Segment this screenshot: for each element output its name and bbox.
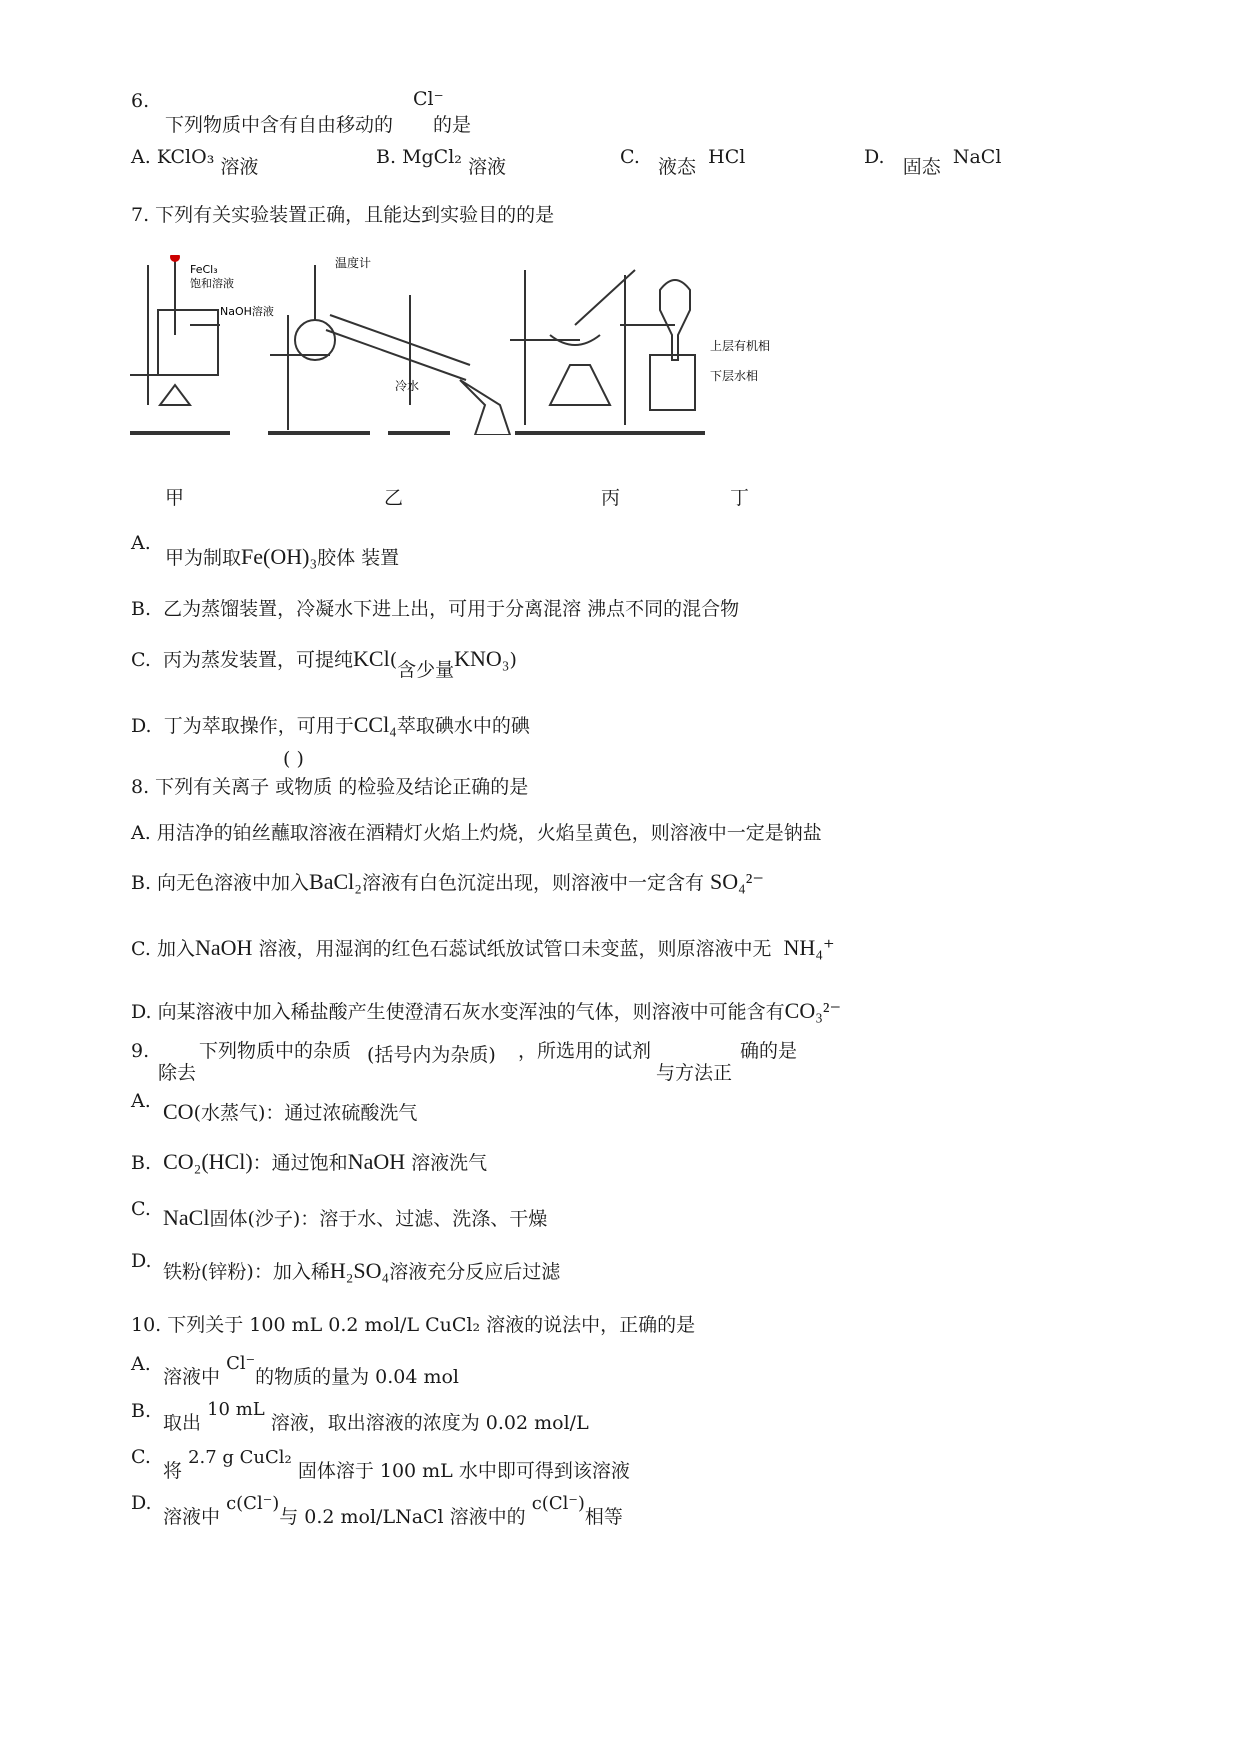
q9-option-a: CO(水蒸气)：通过浓硫酸洗气: [163, 1099, 418, 1124]
q6-option-d: D. 固态 NaCl: [864, 146, 1002, 178]
q10-b-letter: B.: [131, 1400, 152, 1422]
q9-option-b: B. CO₂(HCl)：通过饱和NaOH 溶液洗气: [131, 1149, 488, 1174]
q10-option-d: 溶液中 c(Cl⁻)与 0.2 mol/LNaCl 溶液中的 c(Cl⁻)相等: [163, 1493, 623, 1528]
label-jia: 甲: [165, 487, 185, 509]
q9-stem-b: 下列物质中的杂质: [199, 1040, 352, 1062]
q7-stem: 7. 下列有关实验装置正确，且能达到实验目的的是: [131, 204, 555, 226]
q9-option-d: 铁粉(锌粉)：加入稀H₂SO₄溶液充分反应后过滤: [163, 1258, 561, 1283]
q8-option-c: C. 加入NaOH 溶液，用湿润的红色石蕊试纸放试管口未变蓝，则原溶液中无 NH₄⁺: [131, 935, 835, 960]
label-fecl3: FeCl₃: [190, 263, 218, 276]
q6-option-c: C. 液态 HCl: [620, 146, 746, 178]
apparatus-figure: [130, 255, 860, 495]
q9-stem-c: (括号内为杂质): [367, 1044, 496, 1066]
q7-option-a: 甲为制取Fe(OH)₃胶体 装置: [165, 544, 400, 569]
label-saturated-solution: 饱和溶液: [190, 277, 234, 290]
label-bing: 丙: [601, 487, 621, 509]
label-ding: 丁: [730, 487, 750, 509]
q6-ion: Cl⁻: [413, 88, 444, 110]
q10-option-b: 取出 10 mL 溶液，取出溶液的浓度为 0.02 mol/L: [163, 1399, 589, 1434]
q9-d-letter: D.: [131, 1250, 152, 1272]
q10-c-letter: C.: [131, 1446, 151, 1468]
label-yi: 乙: [384, 487, 404, 509]
q6-stem-end: 的是: [433, 114, 472, 136]
label-thermometer: 温度计: [335, 256, 372, 270]
apparatus-drawing: [130, 255, 860, 435]
q8-option-a: A. 用洁净的铂丝蘸取溶液在酒精灯火焰上灼烧，火焰呈黄色，则溶液中一定是钠盐: [131, 822, 822, 844]
q6-option-a: A. KClO₃ 溶液: [131, 146, 259, 178]
q9-c-letter: C.: [131, 1198, 151, 1220]
label-naoh-solution: NaOH溶液: [220, 305, 274, 318]
label-lower-aqueous: 下层水相: [710, 369, 759, 383]
q9-number: 9.: [131, 1040, 150, 1062]
q10-stem: 10. 下列关于 100 mL 0.2 mol/L CuCl₂ 溶液的说法中，正确的是: [131, 1314, 696, 1336]
q9-stem-f: 确的是: [740, 1040, 798, 1062]
q10-a-letter: A.: [131, 1353, 151, 1375]
q10-option-c: 将 2.7 g CuCl₂ 固体溶于 100 mL 水中即可得到该溶液: [163, 1447, 630, 1482]
q6-stem: [165, 110, 471, 137]
label-upper-organic: 上层有机相: [710, 339, 771, 353]
q8-option-b: B. 向无色溶液中加入BaCl₂溶液有白色沉淀出现，则溶液中一定含有 SO₄²⁻: [131, 869, 765, 894]
q8-option-d: D. 向某溶液中加入稀盐酸产生使澄清石灰水变浑浊的气体，则溶液中可能含有CO₃²⁻: [131, 998, 842, 1023]
q7-option-d: D. 丁为萃取操作，可用于CCl₄萃取碘水中的碘: [131, 712, 530, 737]
q10-d-letter: D.: [131, 1492, 152, 1514]
label-cold-water: 冷水: [395, 379, 420, 393]
q7-a-letter: A.: [131, 532, 151, 554]
q9-option-c: NaCl固体(沙子)：溶于水、过滤、洗涤、干燥: [163, 1205, 548, 1230]
q6-option-b: B. MgCl₂ 溶液: [376, 146, 506, 178]
q9-stem-e: 与方法正: [656, 1062, 733, 1084]
q7-option-b: B. 乙为蒸馏装置，冷凝水下进上出，可用于分离混溶 沸点不同的混合物: [131, 598, 740, 620]
q9-a-letter: A.: [131, 1090, 151, 1112]
q10-option-a: 溶液中 Cl⁻的物质的量为 0.04 mol: [163, 1353, 460, 1388]
q6-stem-text: 下列物质中含有自由移动的: [165, 114, 394, 136]
q9-stem-d: ，所选用的试剂: [518, 1040, 652, 1062]
q6-number: 6.: [131, 90, 150, 112]
q9-stem-a: 除去: [158, 1062, 197, 1084]
q7-option-c: C. 丙为蒸发装置，可提纯KCl(含少量KNO₃): [131, 646, 517, 681]
q8-paren: ( ): [283, 748, 304, 770]
q8-stem: 8. 下列有关离子 或物质 的检验及结论正确的是: [131, 776, 529, 798]
